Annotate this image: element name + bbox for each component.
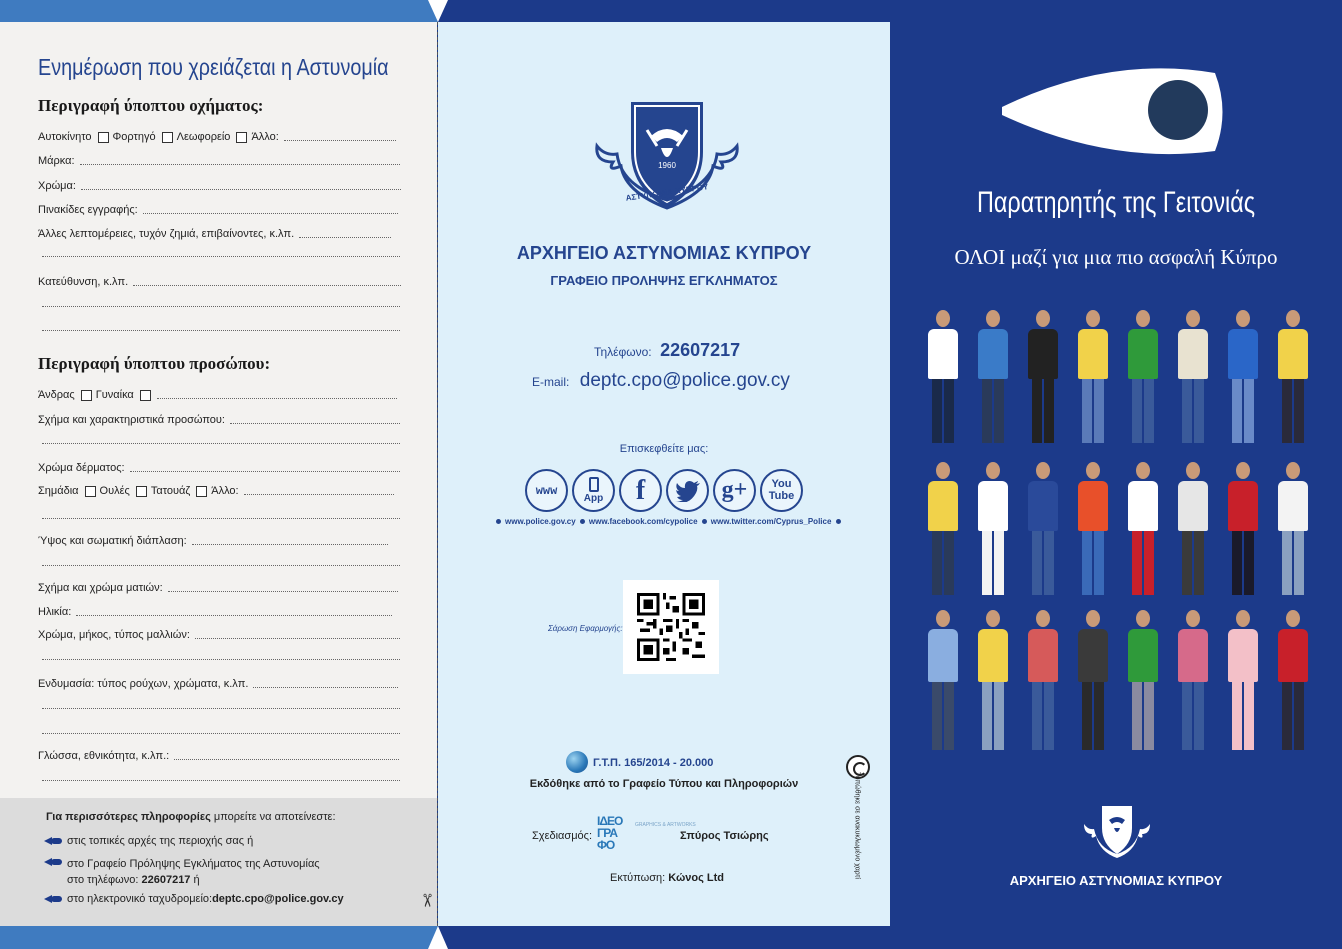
- person-hair-field[interactable]: [195, 631, 400, 639]
- person-height-label: Ύψος και σωματική διάπλαση:: [38, 535, 187, 547]
- fold-notch-bottom: [428, 926, 448, 949]
- link-facebook[interactable]: www.facebook.com/cypolice: [588, 517, 698, 526]
- person-figure: [1175, 462, 1211, 602]
- pointer-icon: [44, 895, 62, 903]
- info-phone-suffix: ή: [190, 874, 200, 886]
- form-title: Ενημέρωση που χρειάζεται η Αστυνομία: [38, 54, 389, 80]
- person-face-field[interactable]: [230, 416, 400, 424]
- printer-row: [610, 872, 724, 884]
- person-clothing-row: [38, 678, 398, 690]
- person-figure: [925, 310, 961, 450]
- hq-title: ΑΡΧΗΓΕΙΟ ΑΣΤΥΝΟΜΙΑΣ ΚΥΠΡΟΥ: [516, 243, 812, 263]
- vehicle-make-field[interactable]: [80, 157, 400, 165]
- person-language-label: Γλώσσα, εθνικότητα, κ.λπ.:: [38, 750, 170, 762]
- police-emblem-small-icon: [1082, 802, 1152, 864]
- vehicle-type-bus-label: Λεωφορείο: [176, 131, 231, 143]
- social-links: [525, 469, 803, 512]
- bullet-icon: [702, 519, 707, 524]
- vehicle-details-label: Άλλες λεπτομέρειες, τυχόν ζημιά, επιβαίνοντες, κ.λπ.: [38, 228, 295, 240]
- vehicle-type-truck-label: Φορτηγό: [112, 131, 156, 143]
- vehicle-make-label: Μάρκα:: [38, 155, 75, 167]
- person-face-row: [38, 414, 400, 426]
- person-eyes-field[interactable]: [168, 584, 398, 592]
- recycled-paper-note: Τυπώθηκε σε ανακυκλωμένο χαρτί: [853, 772, 861, 879]
- info-item-office: [44, 856, 320, 888]
- vehicle-details-field[interactable]: [299, 230, 391, 238]
- scissors-icon: ✂: [417, 892, 438, 909]
- cover-title: Παρατηρητής της Γειτονιάς: [976, 186, 1256, 219]
- info-item-email: [44, 893, 344, 905]
- person-age-field[interactable]: [76, 608, 392, 616]
- person-marks-line[interactable]: [42, 518, 400, 519]
- person-language-line[interactable]: [42, 780, 400, 781]
- emblem-year: 1960: [658, 161, 676, 170]
- top-bar-left: [0, 0, 438, 22]
- facebook-icon[interactable]: [619, 469, 662, 512]
- press-office-logo-icon: [566, 751, 588, 773]
- info-item-office-line1: στο Γραφείο Πρόληψης Εγκλήματος της Αστυνομίας: [67, 858, 320, 870]
- vehicle-direction-field[interactable]: [133, 278, 401, 286]
- bullet-icon: [836, 519, 841, 524]
- person-other-mark-field[interactable]: [244, 487, 394, 495]
- person-hair-row: [38, 629, 400, 641]
- emblem-text: ΑΣΤΥΝΟΜΙΑ ΚΥΠΡΟΥ: [625, 182, 709, 203]
- person-figure: [1275, 610, 1311, 758]
- person-sex-line: [157, 391, 397, 399]
- printer-label: Εκτύπωση:: [610, 872, 669, 884]
- person-clothing-line-2[interactable]: [42, 733, 400, 734]
- website-icon-label: www: [535, 483, 558, 498]
- person-hair-line[interactable]: [42, 659, 400, 660]
- twitter-bird-icon: [675, 480, 701, 502]
- info-item-local: [44, 835, 253, 847]
- facebook-icon-label: f: [635, 474, 646, 506]
- person-figure: [1125, 462, 1161, 602]
- pointer-icon: [44, 858, 62, 866]
- app-icon[interactable]: [572, 469, 615, 512]
- person-figure: [1025, 610, 1061, 758]
- person-male-label: Άνδρας: [38, 389, 75, 401]
- info-item-office-line2: [67, 872, 320, 888]
- designer-name: Σπύρος Τσιώρης: [680, 830, 769, 842]
- vehicle-type-bus-checkbox[interactable]: [236, 132, 247, 143]
- person-age-label: Ηλικία:: [38, 606, 72, 618]
- person-tattoo-label: Τατουάζ: [150, 485, 191, 497]
- person-skin-label: Χρώμα δέρματος:: [38, 462, 125, 474]
- twitter-icon[interactable]: [666, 469, 709, 512]
- qr-label: Σάρωση Εφαρμογής:: [548, 624, 623, 633]
- person-height-line[interactable]: [42, 565, 400, 566]
- person-marks-row: [38, 485, 394, 497]
- publisher-note: Εκδόθηκε από το Γραφείο Τύπου και Πληροφοριών: [529, 778, 799, 790]
- google-plus-icon[interactable]: [713, 469, 756, 512]
- person-hair-label: Χρώμα, μήκος, τύπος μαλλιών:: [38, 629, 190, 641]
- person-figure: [975, 310, 1011, 450]
- links-row: [494, 517, 845, 526]
- person-figure: [1025, 462, 1061, 602]
- person-figure: [1225, 462, 1261, 602]
- fold-notch-top: [428, 0, 448, 22]
- person-figure: [1275, 462, 1311, 602]
- person-eyes-label: Σχήμα και χρώμα ματιών:: [38, 582, 163, 594]
- link-website[interactable]: www.police.gov.cy: [505, 517, 576, 526]
- publication-code: Γ.Τ.Π. 165/2014 - 20.000: [593, 757, 714, 769]
- info-email-prefix: στο ηλεκτρονικό ταχυδρομείο:: [67, 893, 213, 905]
- phone-row: [594, 340, 740, 361]
- person-figure: [1075, 610, 1111, 758]
- person-figure: [975, 610, 1011, 758]
- person-scars-label: Ουλές: [99, 485, 130, 497]
- info-heading-bold: Για περισσότερες πληροφορίες: [46, 811, 211, 823]
- vehicle-direction-line-1[interactable]: [42, 306, 400, 307]
- person-female-checkbox[interactable]: [140, 390, 151, 401]
- cover-footer: ΑΡΧΗΓΕΙΟ ΑΣΤΥΝΟΜΙΑΣ ΚΥΠΡΟΥ: [1009, 873, 1223, 888]
- cover-subtitle: ΟΛΟΙ μαζί για μια πιο ασφαλή Κύπρο: [954, 245, 1278, 269]
- person-clothing-field[interactable]: [253, 680, 398, 688]
- bottom-bar-left: [0, 926, 438, 949]
- ideografo-logo: ΙΔΕΟ ΓΡΑ ΦΟ: [597, 814, 623, 852]
- bottom-bar-right: [438, 926, 1342, 949]
- youtube-icon-line2: Tube: [768, 489, 795, 502]
- vehicle-type-row: [38, 131, 396, 143]
- vehicle-type-car-label: Αυτοκίνητο: [38, 131, 92, 143]
- bullet-icon: [580, 519, 585, 524]
- person-age-row: [38, 606, 392, 618]
- person-clothing-label: Ενδυμασία: τύπος ρούχων, χρώματα, κ.λπ.: [38, 678, 249, 690]
- person-figure: [1275, 310, 1311, 450]
- qr-code[interactable]: [623, 580, 719, 674]
- phone-number[interactable]: 22607217: [660, 340, 741, 360]
- mobile-phone-icon: [589, 477, 599, 492]
- person-height-field[interactable]: [192, 537, 388, 545]
- person-clothing-line-1[interactable]: [42, 708, 400, 709]
- email-address[interactable]: deptc.cpo@police.gov.cy: [579, 370, 790, 391]
- vehicle-direction-label: Κατεύθυνση, κ.λπ.: [38, 276, 129, 288]
- app-icon-label: App: [583, 493, 604, 504]
- phone-label: Τηλέφωνο:: [594, 345, 652, 359]
- vehicle-details-row: [38, 228, 391, 240]
- vehicle-type-truck-checkbox[interactable]: [162, 132, 173, 143]
- vehicle-color-label: Χρώμα:: [38, 180, 76, 192]
- vehicle-type-other-field[interactable]: [284, 133, 396, 141]
- person-figure: [1175, 310, 1211, 450]
- vehicle-make-row: [38, 155, 400, 167]
- eye-icon: [1000, 65, 1225, 159]
- person-figure: [1225, 610, 1261, 758]
- person-figure: [925, 610, 961, 758]
- info-item-local-text: στις τοπικές αρχές της περιοχής σας ή: [67, 835, 254, 847]
- top-bar-right: [438, 0, 1342, 22]
- info-heading-rest: μπορείτε να αποτείνεστε:: [210, 811, 336, 823]
- person-heading: Περιγραφή ύποπτου προσώπου:: [38, 354, 271, 373]
- vehicle-color-field[interactable]: [81, 182, 401, 190]
- person-skin-row: [38, 462, 400, 474]
- info-phone[interactable]: 22607217: [141, 874, 191, 886]
- youtube-icon[interactable]: [760, 469, 803, 512]
- visit-label: Επισκεφθείτε μας:: [619, 443, 709, 455]
- person-figure: [1025, 310, 1061, 450]
- info-heading: [46, 811, 336, 823]
- person-other-mark-label: Άλλο:: [211, 485, 239, 497]
- person-tattoo-checkbox[interactable]: [136, 486, 147, 497]
- vehicle-type-other-label: Άλλο:: [251, 131, 279, 143]
- person-face-label: Σχήμα και χαρακτηριστικά προσώπου:: [38, 414, 225, 426]
- vehicle-direction-row: [38, 276, 401, 288]
- hq-subtitle: ΓΡΑΦΕΙΟ ΠΡΟΛΗΨΗΣ ΕΓΚΛΗΜΑΤΟΣ: [550, 273, 778, 288]
- person-face-line[interactable]: [42, 443, 400, 444]
- website-icon[interactable]: [525, 469, 568, 512]
- pointer-icon: [44, 837, 62, 845]
- person-figure: [1175, 610, 1211, 758]
- vehicle-heading: Περιγραφή ύποπτου οχήματος:: [38, 96, 264, 115]
- vehicle-plates-label: Πινακίδες εγγραφής:: [38, 204, 138, 216]
- person-sex-row: [38, 389, 397, 401]
- person-figure: [975, 462, 1011, 602]
- design-label: Σχεδιασμός:: [532, 830, 593, 842]
- info-email[interactable]: deptc.cpo@police.gov.cy: [212, 893, 344, 905]
- person-female-label: Γυναίκα: [95, 389, 134, 401]
- person-language-row: [38, 750, 399, 762]
- link-twitter[interactable]: www.twitter.com/Cyprus_Police: [710, 517, 832, 526]
- person-figure: [1125, 310, 1161, 450]
- info-item-office-text: [67, 856, 320, 888]
- person-other-mark-checkbox[interactable]: [196, 486, 207, 497]
- person-figure: [1125, 610, 1161, 758]
- person-eyes-row: [38, 582, 398, 594]
- person-figure: [1225, 310, 1261, 450]
- vehicle-type-car-checkbox[interactable]: [98, 132, 109, 143]
- person-scars-checkbox[interactable]: [85, 486, 96, 497]
- vehicle-plates-field[interactable]: [143, 206, 398, 214]
- email-row: [532, 370, 790, 392]
- vehicle-plates-row: [38, 204, 398, 216]
- person-figure: [925, 462, 961, 602]
- people-illustration: [918, 310, 1318, 765]
- bullet-icon: [496, 519, 501, 524]
- printer-name: Κώνος Ltd: [668, 872, 724, 884]
- ideografo-logo-subtitle: GRAPHICS & ARTWORKS: [635, 822, 696, 828]
- person-figure: [1075, 462, 1111, 602]
- google-plus-icon-label: g+: [721, 477, 748, 503]
- person-figure: [1075, 310, 1111, 450]
- youtube-icon-line1: You: [771, 477, 792, 490]
- vehicle-color-row: [38, 180, 401, 192]
- vehicle-direction-line-2[interactable]: [42, 330, 400, 331]
- person-height-row: [38, 535, 388, 547]
- email-label: E-mail:: [532, 375, 570, 389]
- person-language-field[interactable]: [174, 752, 399, 760]
- person-marks-label: Σημάδια: [38, 485, 79, 497]
- qr-code-icon: [637, 593, 705, 661]
- person-skin-field[interactable]: [130, 464, 400, 472]
- info-phone-prefix: στο τηλέφωνο:: [67, 874, 142, 886]
- person-male-checkbox[interactable]: [81, 390, 92, 401]
- vehicle-details-line[interactable]: [42, 256, 400, 257]
